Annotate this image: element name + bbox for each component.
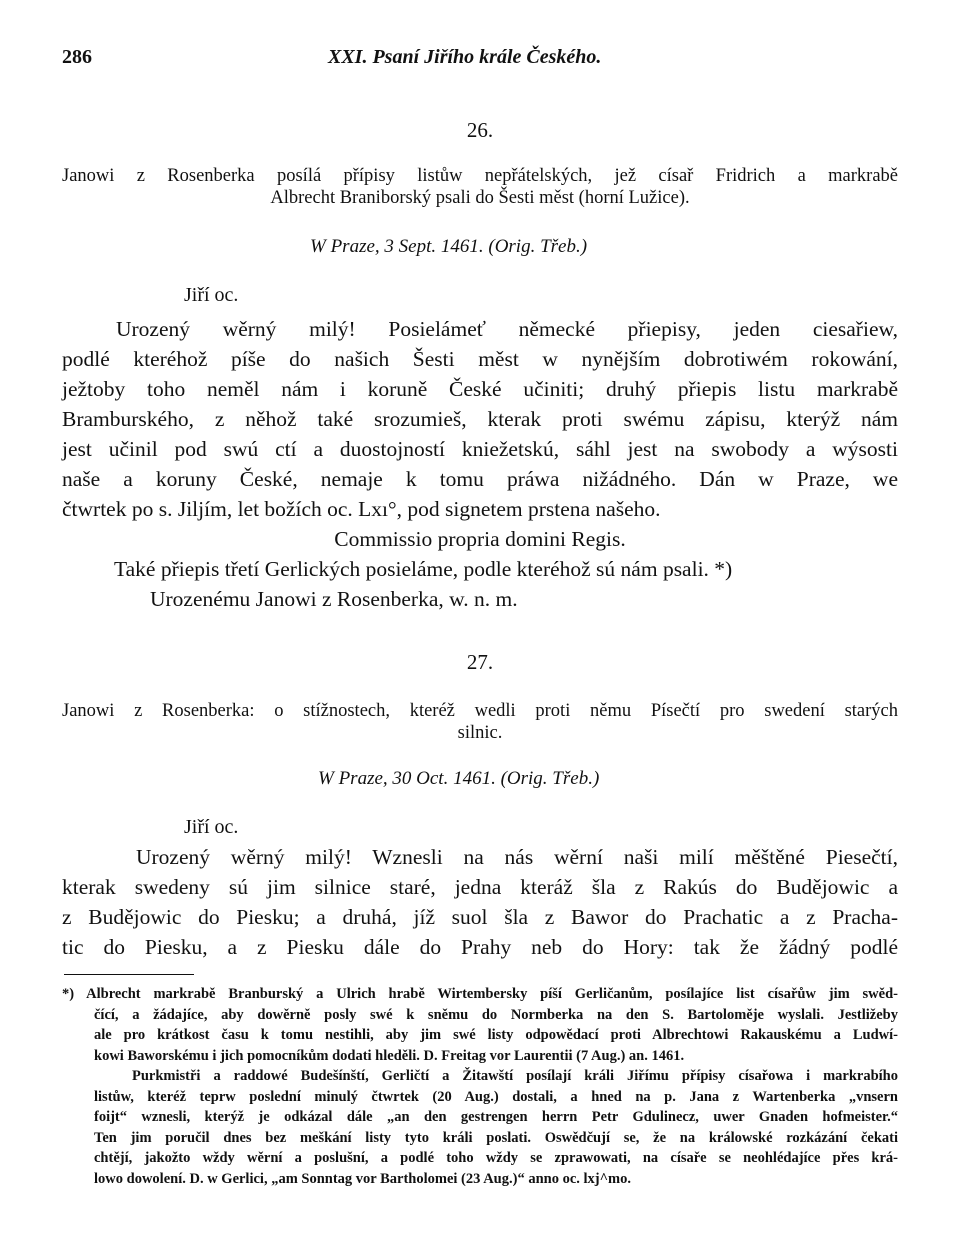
document-27-body: [62, 842, 898, 962]
body-line: z Budějowic do Piesku; a druhá, jíž suol šla z Bawor do Prachatic a z Pracha-: [62, 905, 898, 929]
footnote-line: kowi Baworskému i jich pomocníkům dodati hleděli. D. Freitag vor Laurentii (7 Aug.) an. 1461.: [94, 1047, 685, 1064]
summary-line: Albrecht Braniborský psali do Šesti měst (horní Lužice).: [270, 188, 690, 208]
document-26-commissio: Commissio propria domini Regis.: [334, 527, 626, 551]
document-26-salutation: Jiří oc.: [184, 284, 239, 306]
document-number-26: 26.: [466, 118, 494, 142]
footnote-line: chtějí, jakožto wždy wěrní a poslušní, a podlé toho wždy se zprawowati, na císaře se neohlédajíce přes krá-: [94, 1150, 898, 1166]
document-number-27: 27.: [466, 650, 494, 674]
footnote-line: čící, a žádajíce, aby dowěrně posly swé k sněmu do Normberka na den S. Bartoloměje wyslali. Jestližeby: [94, 1006, 898, 1023]
body-line: Bramburského, z něhož také srozumieš, kterak proti swému zápisu, kterýž nám: [62, 407, 898, 431]
document-26-postscript: Také přiepis třetí Gerlických posieláme, podle kteréhož sú nám psali. *): [114, 557, 733, 581]
summary-line: Janowi z Rosenberka: o stížnostech, kteréž wedli proti němu Písečtí pro swedení starých: [62, 701, 898, 721]
document-26-dateline: W Praze, 3 Sept. 1461. (Orig. Třeb.): [310, 236, 588, 257]
footnote-line: listůw, kteréž teprw poslední minulý čtwrtek (20 Aug.) dostali, a hned na p. Jana z Wartenberka „vnsern: [94, 1088, 898, 1105]
body-line: čtwrtek po s. Jiljím, let božích oc. Lxı°, pod signetem prstena našeho.: [62, 497, 661, 521]
body-line: jest učinil pod swú ctí a duostojností kniežetskú, sáhl jest na swobody a wýsosti: [62, 437, 898, 461]
footnote-line: *) Albrecht markrabě Branburský a Ulrich hrabě Wirtembersky píší Gerličanům, posílajíce list císařůw jim swěd-: [62, 986, 898, 1002]
body-line: tic do Piesku, a z Piesku dále do Prahy neb do Hory: tak že žádný podlé: [62, 935, 898, 959]
document-26-summary: [62, 165, 898, 209]
footnote-line: foijt“ wznesli, kterýž je odkázal dále „an den gestrengen herrn Petr Gdulinecz, uwer Gnaden hofmeister.“: [94, 1109, 898, 1125]
body-line: podlé kteréhož píše do našich Šesti měst w nynějším dobrotiwém rokowání,: [62, 347, 898, 371]
footnote-rule: [64, 974, 194, 975]
footnote: [62, 984, 898, 1189]
footnote-line: Ten jim poručil dnes bez meškání listy tyto králi poslati. Oswědčují se, že na králowské rozkázání čekati: [94, 1129, 898, 1146]
document-26-address: Urozenému Janowi z Rosenberka, w. n. m.: [150, 587, 518, 611]
document-27-summary: [62, 700, 898, 744]
running-head-title: XXI. Psaní Jiřího krále Českého.: [328, 46, 602, 68]
footnote-line: ale pro krátkost času k tomu nestihli, aby jim swé listy odpowědací proti Albrechtowi Rakauskému a Ludwí-: [94, 1027, 898, 1043]
body-line: naše a koruny České, nemaje k tomu práwa nižádného. Dán w Praze, we: [62, 467, 898, 491]
body-line: Urozený wěrný milý! Posielámeť německé přiepisy, jeden ciesařiew,: [116, 317, 898, 341]
document-26-body: [62, 314, 898, 524]
body-line: ježtoby toho neměl nám i koruně České učiniti; druhý přiepis listu markrabě: [62, 377, 898, 401]
document-27-dateline: W Praze, 30 Oct. 1461. (Orig. Třeb.): [318, 768, 600, 789]
footnote-line: lowo dowolení. D. w Gerlici, „am Sonntag vor Bartholomei (23 Aug.)“ anno oc. lxj^mo.: [94, 1170, 631, 1187]
summary-line: silnic.: [457, 723, 503, 743]
summary-line: Janowi z Rosenberka posílá přípisy listůw nepřátelských, jež císař Fridrich a markrabě: [62, 166, 898, 186]
footnote-line: Purkmistři a raddowé Budešínští, Gerličtí a Žitawští posílají králi Jiřímu přípisy císařowa i markrabího: [132, 1068, 898, 1084]
body-line: Urozený wěrný milý! Wznesli na nás wěrní naši milí měštěné Piesečtí,: [136, 845, 898, 869]
page-number: 286: [62, 46, 92, 68]
body-line: kterak swedeny sú jim silnice staré, jedna kteráž šla z Rakús do Budějowic a: [62, 875, 898, 899]
document-27-salutation: Jiří oc.: [184, 816, 239, 838]
